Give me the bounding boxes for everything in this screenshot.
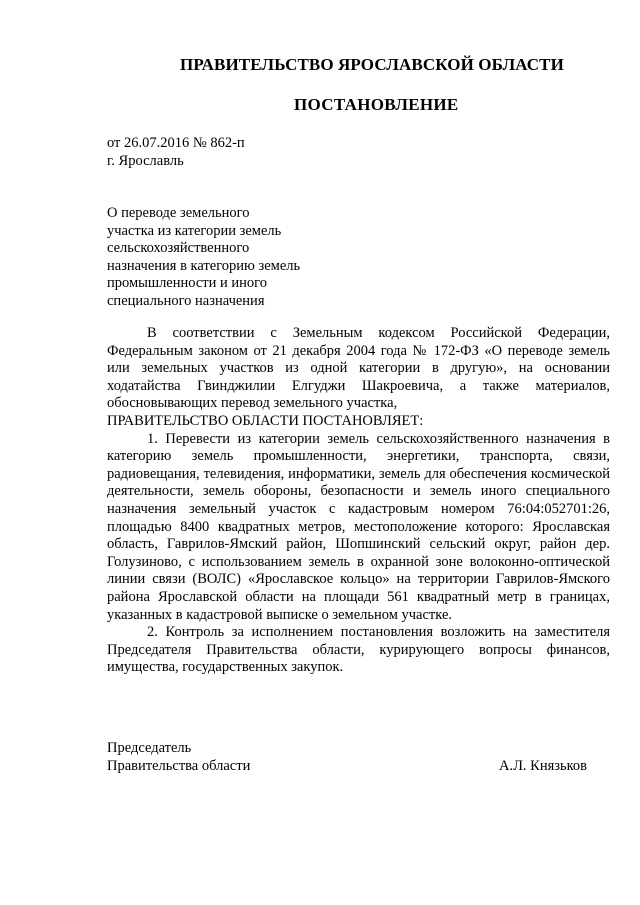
signatory-position-line1: Председатель: [107, 740, 192, 756]
subject-line: О переводе земельного: [107, 205, 250, 221]
subject-line: сельскохозяйственного: [107, 240, 250, 257]
city: г. Ярославль: [107, 153, 184, 169]
item-2-paragraph: 2. Контроль за исполнением постановления возложить на заместителя Председателя Правительства области, курирующего вопросы финансов, имущества, государственных закупок.: [107, 624, 610, 676]
document-meta: [107, 134, 245, 170]
signatory-position-line2: Правительства области: [107, 758, 251, 774]
signatory-name: А.Л. Князьков: [498, 758, 587, 774]
subject-line: назначения в категорию земель: [107, 257, 301, 274]
preamble-paragraph: В соответствии с Земельным кодексом Российской Федерации, Федеральным законом от 21 декабря 2004 года № 172-ФЗ «О переводе земель или земельных участков из одной категории в другую», на основании ходатайства Гвинджилии Елгуджи Шакроевича, а также материалов, обосновывающих перевод земельного участка,: [107, 325, 610, 412]
document-body: [107, 325, 610, 677]
document-subject: [107, 205, 327, 311]
signature-block: [107, 739, 587, 775]
subject-line: участка из категории земель: [107, 222, 282, 239]
date-number: от 26.07.2016 № 862-п: [107, 135, 245, 151]
item-1-paragraph: 1. Перевести из категории земель сельскохозяйственного назначения в категорию земель промышленности, энергетики, транспорта, связи, радиовещания, телевидения, информатики, земель для обеспечения космической деятельности, земель обороны, безопасности и земель иного специального назначения земельный участок с кадастровым номером 76:04:052701:26, площадью 8400 квадратных метров, местоположение которого: Ярославская область, Гаврилов-Ямский район, Шопшинский сельский округ, район дер. Голузиново, с использованием земель в охранной зоне волоконно-оптической линии связи (ВОЛС) «Ярославское кольцо» на территории Гаврилов-Ямского района Ярославской области на площади 561 квадратный метр в границах, указанных в кадастровой выписке о земельном участке.: [107, 430, 610, 623]
subject-line: специального назначения: [107, 292, 265, 309]
organization-title: ПРАВИТЕЛЬСТВО ЯРОСЛАВСКОЙ ОБЛАСТИ: [180, 55, 564, 74]
document-type-title: ПОСТАНОВЛЕНИЕ: [294, 95, 459, 114]
subject-line: промышленности и иного: [107, 275, 268, 292]
decree-statement: ПРАВИТЕЛЬСТВО ОБЛАСТИ ПОСТАНОВЛЯЕТ:: [107, 412, 424, 429]
